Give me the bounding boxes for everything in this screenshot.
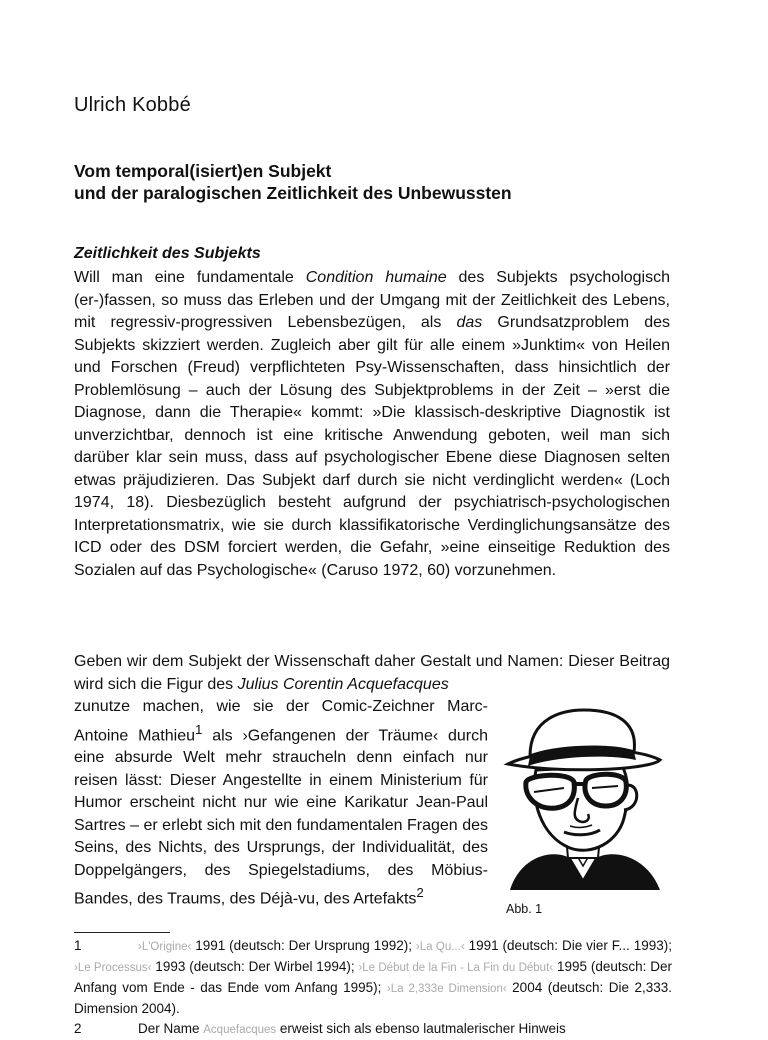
body-paragraph-2-wrapped: zunutze machen, wie sie der Comic-Zeichner Marc-Antoine Mathieu$^1$ als ›Gefangenen der Träume‹ durch eine absurde Welt mehr straucheln denn einfach nur reisen lässt: Dieser Angestellte in einem Ministerium für Humor erscheint nicht nur wie eine Karikatur Jean-Paul Sartres – er erlebt sich mit den fundamentalen Fragen des Seins, des Nichts, des Ursprungs, der Individualität, des Doppelgängers, des Spiegelstadiums, des Möbius-Bandes, des Traums, des Déjà-vu, des Artefakts$^2$: [74, 698, 488, 908]
caricature-illustration: [500, 708, 666, 890]
body-paragraph-1: Will man eine fundamentale Condition humaine des Subjekts psychologisch (er-)fassen, so muss das Erleben und der Umgang mit der Zeitlichkeit des Lebens, mit regressiv-progressiven Lebensbezügen, als das Grundsatzproblem des Subjekts skizziert werden. Zugleich aber gilt für alle einem »Junktim« von Heilen und Forschen (Freud) verpflichteten Psy-Wissenschaften, dass hinsichtlich der Problemlösung – auch der Lösung des Subjektproblems in der Zeit – »erst die Diagnose, dann die Therapie« kommt: »Die klassisch-deskriptive Diagnostik ist unverzichtbar, dennoch ist eine kritische Anwendung geboten, weil man sich darüber klar sein muss, dass auf psychologischer Ebene diese Diagnosen selten etwas präjudizieren. Das Subjekt darf durch sie nicht verdinglicht werden« (Loch 1974, 18). Diesbezüglich besteht aufgrund der psychiatrisch-psychologischen Interpretationsmatrix, wie sie durch klassifikatorische Verdinglichungsansätze des ICD oder des DSM forciert werden, die Gefahr, »eine einseitige Reduktion des Sozialen auf das Psychologische« (Caruso 1972, 60) vorzunehmen.: [74, 269, 671, 579]
footnotes: [74, 936, 672, 1040]
section-heading: Zeitlichkeit des Subjekts: [74, 245, 261, 262]
figure-caption: Abb. 1: [506, 902, 543, 916]
footnote-1: 1 ›L'Origine‹ 1991 (deutsch: Der Ursprung 1992); ›La Qu...‹ 1991 (deutsch: Die vier F... 1993); ›Le Processus‹ 1993 (deutsch: Der Wirbel 1994); ›Le Début de la Fin - La Fin du Début‹ 1995 (deutsch: Der Anfang vom Ende - das Ende vom Anfang 1995); ›La 2,333e Dimension‹ 2004 (deutsch: Die 2,333. Dimension 2004).: [74, 938, 673, 1016]
footnote-2: 2 Der Name Acquefacques erweist sich als ebenso lautmalerischer Hinweis: [74, 1019, 672, 1040]
chapter-title-line-1: Vom temporal(isiert)en Subjekt: [74, 161, 332, 181]
footnote-number: 1: [74, 938, 82, 953]
chapter-title-line-2: und der paralogischen Zeitlichkeit des Unbewussten: [74, 183, 512, 203]
footnote-ref-2[interactable]: 2: [416, 885, 424, 901]
footnote-divider: [74, 932, 170, 933]
author-name: Ulrich Kobbé: [74, 94, 191, 116]
body-paragraph-2-intro: Geben wir dem Subjekt der Wissenschaft daher Gestalt und Namen: Dieser Beitrag wird sich die Figur des Julius Corentin Acquefacques: [74, 653, 670, 693]
footnote-ref-1[interactable]: 1: [195, 721, 203, 737]
chapter-title: [74, 160, 694, 204]
footnote-number: 2: [74, 1021, 82, 1036]
